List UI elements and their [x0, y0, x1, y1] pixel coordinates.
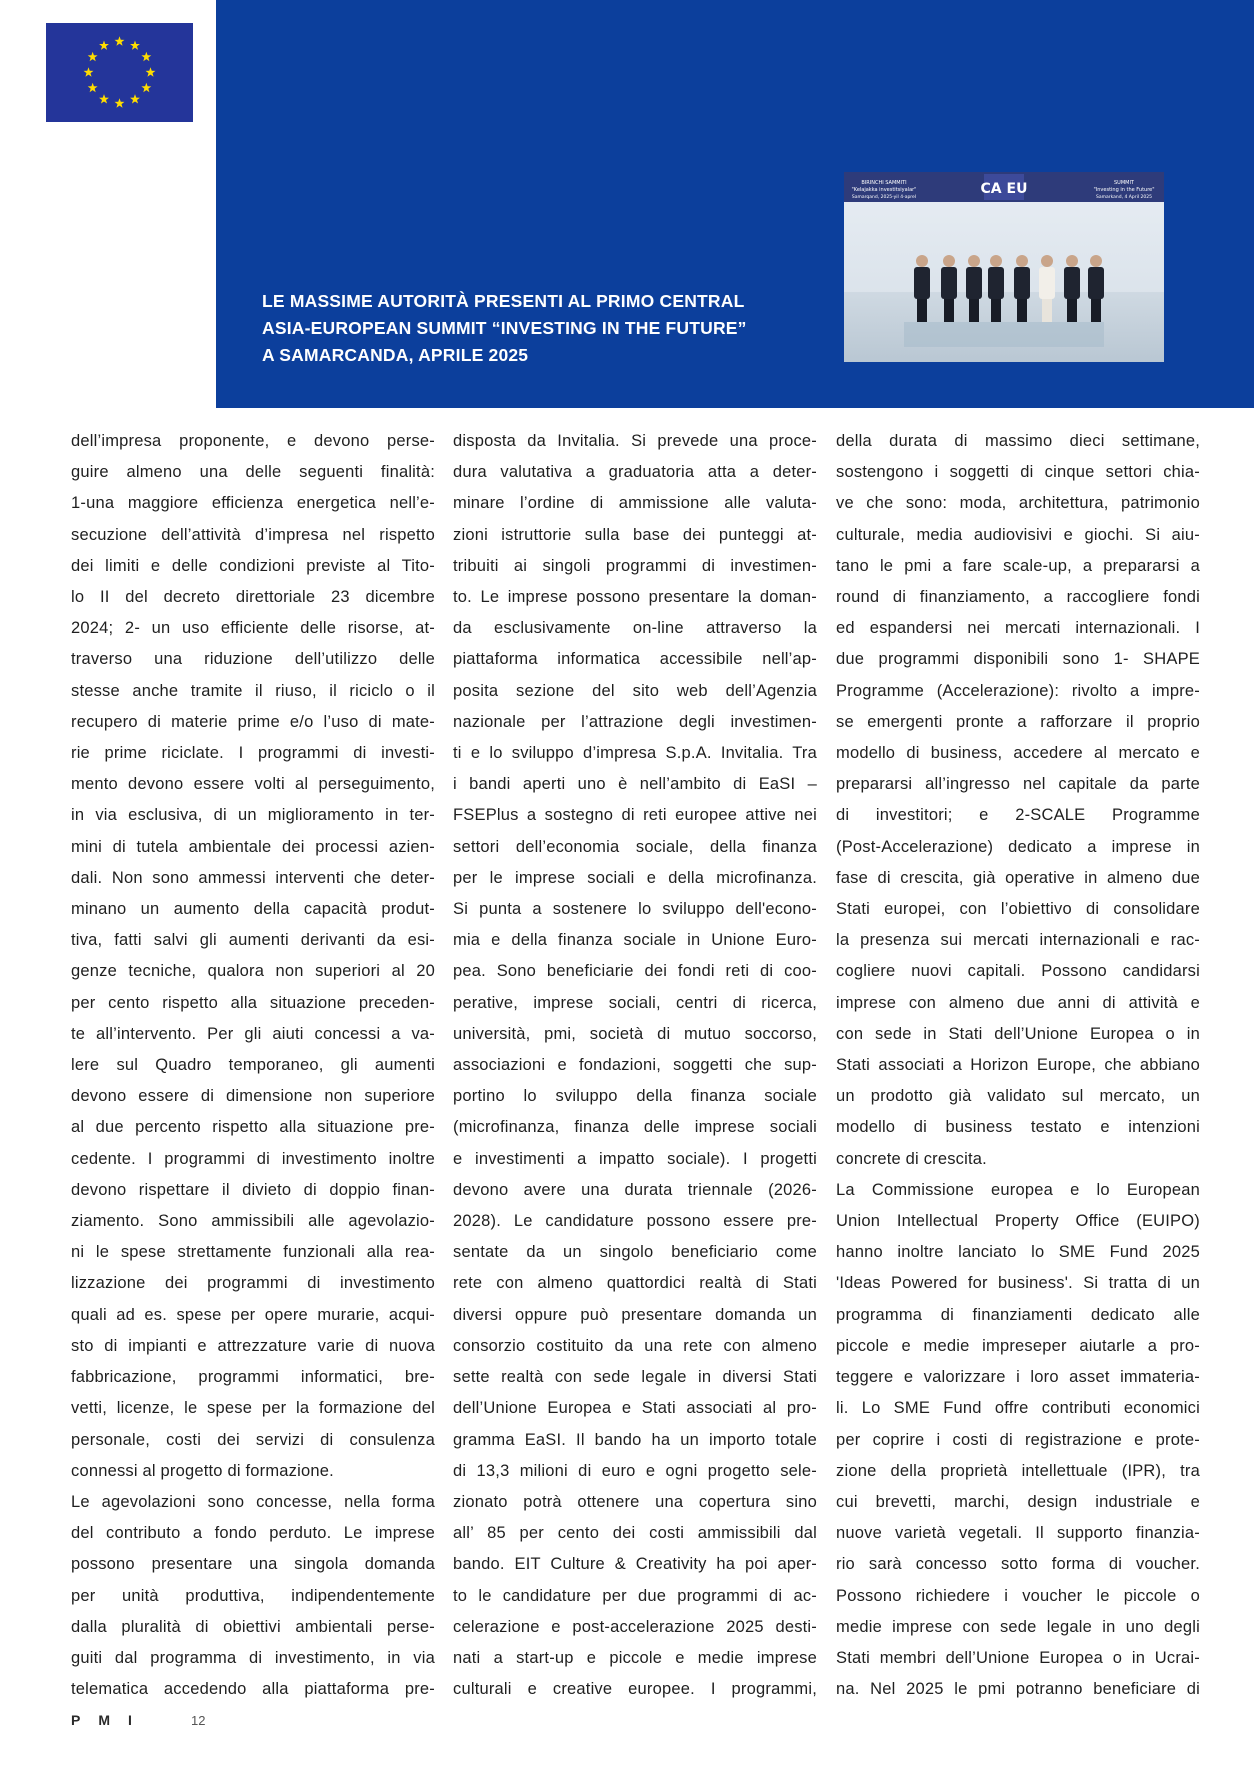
text-line: dei limiti e delle condizioni previste al Tito- — [71, 556, 435, 575]
text-line: Si punta a sostenere lo sviluppo dell'econo- — [453, 900, 817, 919]
person-head — [1016, 255, 1028, 267]
photo-caption — [262, 288, 822, 369]
text-line: dali. Non sono ammessi interventi che deter- — [71, 868, 435, 887]
person-legs — [1067, 299, 1077, 322]
text-line: ni le spese strettamente funzionali alla rea- — [71, 1243, 435, 1262]
text-line: 2024; 2- un uso efficiente delle risorse, at- — [71, 619, 435, 638]
text-line: zionato potrà ottenere una copertura sino — [453, 1492, 817, 1511]
text-line: lizzazione dei programmi di investimento — [71, 1274, 435, 1293]
text-line: sette realtà con sede legale in diversi Stati — [453, 1368, 817, 1387]
text-line: nati a start-up e piccole e medie imprese — [453, 1648, 817, 1667]
text-line: piattaforma informatica accessibile nell’ap- — [453, 650, 817, 669]
text-column-1 — [71, 426, 435, 1705]
caption-line: LE MASSIME AUTORITÀ PRESENTI AL PRIMO CENTRAL — [262, 291, 745, 311]
text-line: fase di crescita, già operative in almeno due — [836, 868, 1200, 887]
text-line: to le candidature per due programmi di ac- — [453, 1586, 817, 1605]
banner-right-text: SUMMIT — [1114, 180, 1134, 186]
person-legs — [969, 299, 979, 322]
text-line: da esclusivamente on-line attraverso la — [453, 619, 817, 638]
caption-line: ASIA-EUROPEAN SUMMIT “INVESTING IN THE FUTURE” — [262, 318, 747, 338]
person-head — [916, 255, 928, 267]
text-line: associazioni e fondazioni, soggetti che sup- — [453, 1056, 817, 1075]
text-line: tano le pmi a fare scale-up, a prepararsi a — [836, 556, 1200, 575]
text-line: possono presentare una singola domanda — [71, 1555, 435, 1574]
text-column-2 — [453, 426, 817, 1705]
text-line: stesse anche tramite il riuso, il riciclo o il — [71, 681, 435, 700]
text-line: dalla pluralità di obiettivi ambientali perse- — [71, 1617, 435, 1636]
text-line: cui brevetti, marchi, design industriale e — [836, 1492, 1200, 1511]
person-head — [990, 255, 1002, 267]
text-line: connessi al progetto di formazione. — [71, 1461, 334, 1480]
text-line: li. Lo SME Fund offre contributi economici — [836, 1399, 1200, 1418]
text-line: culturale, media audiovisivi e giochi. Si aiu- — [836, 525, 1200, 544]
footer-brand: PMI — [71, 1712, 150, 1728]
text-line: cedente. I programmi di investimento inoltre — [71, 1149, 435, 1168]
text-line: settori dell’economia sociale, della finanza — [453, 837, 817, 856]
text-line: imprese con almeno due anni di attività e — [836, 993, 1200, 1012]
text-line: per unità produttiva, indipendentemente — [71, 1586, 435, 1605]
banner-logo: CA EU — [980, 181, 1028, 197]
person-head — [1090, 255, 1102, 267]
text-line: del contributo a fondo perduto. Le imprese — [71, 1524, 435, 1543]
text-line: 'Ideas Powered for business'. Si tratta di un — [836, 1274, 1200, 1293]
text-line: devono rispettare il divieto di doppio finan- — [71, 1180, 435, 1199]
text-line: devono essere di dimensione non superiore — [71, 1087, 435, 1106]
text-line: pea. Sono beneficiarie dei fondi reti di coo- — [453, 962, 817, 981]
text-line: consorzio costituito da una rete con almeno — [453, 1336, 817, 1355]
text-line: piccole e medie impreseper aiutarle a pro- — [836, 1336, 1200, 1355]
person-legs — [1042, 299, 1052, 322]
banner-right-text: Samarkand, 4 April 2025 — [1096, 195, 1152, 200]
text-line: mia e della finanza sociale in Unione Euro- — [453, 931, 817, 950]
text-line: Possono richiedere i voucher le piccole o — [836, 1586, 1200, 1605]
text-line: un prodotto già validato sul mercato, un — [836, 1087, 1200, 1106]
text-line: modello di business, accedere al mercato e — [836, 744, 1200, 763]
text-line: ti e lo sviluppo d’impresa S.p.A. Invitalia. Tra — [453, 744, 817, 763]
person-legs — [944, 299, 954, 322]
text-line: ed espandersi nei mercati internazionali. I — [836, 619, 1200, 638]
text-line: concrete di crescita. — [836, 1149, 987, 1168]
text-line: culturali e creative europee. I programmi, — [453, 1680, 817, 1699]
text-line: in via esclusiva, di un miglioramento in ter- — [71, 806, 435, 825]
person-head — [1066, 255, 1078, 267]
text-line: per le imprese sociali e della microfinanza. — [453, 868, 817, 887]
text-line: (microfinanza, finanza delle imprese sociali — [453, 1118, 817, 1137]
person-legs — [991, 299, 1001, 322]
text-line: sto di impianti e attrezzature varie di nuova — [71, 1336, 435, 1355]
text-line: al due percento rispetto alla situazione pre- — [71, 1118, 435, 1137]
text-line: secuzione dell’attività d’impresa nel rispetto — [71, 525, 435, 544]
text-line: programma di finanziamenti dedicato alle — [836, 1305, 1200, 1324]
text-line: ve che sono: moda, architettura, patrimonio — [836, 494, 1200, 513]
text-line: personale, costi dei servizi di consulenza — [71, 1430, 435, 1449]
page-footer — [71, 1712, 206, 1728]
person-legs — [1017, 299, 1027, 322]
text-line: della durata di massimo dieci settimane, — [836, 432, 1200, 450]
text-line: cogliere nuovi capitali. Possono candidarsi — [836, 962, 1200, 981]
text-line: minano un aumento della capacità produt- — [71, 900, 435, 919]
text-line: traverso una riduzione dell’utilizzo delle — [71, 650, 435, 669]
text-line: guire almeno una delle seguenti finalità: — [71, 463, 435, 482]
text-line: sentate da un singolo beneficiario come — [453, 1243, 817, 1262]
text-line: bando. EIT Culture & Creativity ha poi aper- — [453, 1555, 817, 1574]
text-line: Programme (Accelerazione): rivolto a impre- — [836, 681, 1200, 700]
text-line: guiti dal programma di investimento, in via — [71, 1648, 435, 1667]
text-line: 1-una maggiore efficienza energetica nell’e- — [71, 494, 435, 513]
text-line: con sede in Stati dell’Unione Europea o in — [836, 1024, 1200, 1043]
summit-photo-svg — [844, 172, 1164, 362]
text-line: ziamento. Sono ammissibili alle agevolazio- — [71, 1212, 435, 1231]
text-line: Stati membri dell’Unione Europea o in Ucrai- — [836, 1648, 1200, 1667]
text-line: sostengono i soggetti di cinque settori chia- — [836, 463, 1200, 482]
text-line: lere sul Quadro temporaneo, gli aumenti — [71, 1056, 435, 1075]
text-line: te all’intervento. Per gli aiuti concessi a va- — [71, 1024, 435, 1043]
text-line: vetti, licenze, le spese per la formazione del — [71, 1399, 435, 1418]
text-line: dell’Unione Europea e Stati associati al pro- — [453, 1399, 817, 1418]
person-figure — [914, 267, 930, 299]
text-line: la presenza sui mercati internazionali e rac- — [836, 931, 1200, 950]
text-line: università, pmi, società di mutuo soccorso, — [453, 1024, 817, 1043]
person-head — [1041, 255, 1053, 267]
text-line: nazionale per l’attrazione degli investimen- — [453, 712, 817, 731]
person-figure — [966, 267, 982, 299]
person-figure — [1014, 267, 1030, 299]
text-line: Union Intellectual Property Office (EUIPO) — [836, 1212, 1200, 1231]
person-head — [943, 255, 955, 267]
person-figure — [941, 267, 957, 299]
text-line: portino lo sviluppo della finanza sociale — [453, 1087, 817, 1106]
text-line: di investitori; e 2-SCALE Programme — [836, 806, 1200, 825]
text-line: Le agevolazioni sono concesse, nella forma — [71, 1492, 435, 1511]
text-line: nuove varietà vegetali. Il supporto finanzia- — [836, 1524, 1200, 1543]
text-line: per cento rispetto alla situazione preceden- — [71, 993, 435, 1012]
text-column-3 — [836, 426, 1200, 1705]
caption-line: A SAMARCANDA, APRILE 2025 — [262, 345, 529, 365]
text-line: mini di tutela ambientale dei processi azien- — [71, 837, 435, 856]
text-line: dura valutativa a graduatoria atta a deter- — [453, 463, 817, 482]
person-figure — [1039, 267, 1055, 299]
text-line: prepararsi all’ingresso nel capitale da parte — [836, 775, 1200, 794]
text-line: lo II del decreto direttoriale 23 dicembre — [71, 588, 435, 607]
text-line: 2028). Le candidature possono essere pre- — [453, 1212, 817, 1231]
text-line: La Commissione europea e lo European — [836, 1180, 1200, 1199]
person-figure — [1064, 267, 1080, 299]
article-body — [0, 426, 1254, 1716]
eu-flag-icon — [46, 23, 193, 122]
person-legs — [1091, 299, 1101, 322]
text-line: Stati europei, con l’obiettivo di consolidare — [836, 900, 1200, 919]
person-figure — [988, 267, 1004, 299]
text-line: round di finanziamento, a raccogliere fondi — [836, 588, 1200, 607]
text-line: posita sezione del sito web dell’Agenzia — [453, 681, 817, 700]
page-number: 12 — [191, 1713, 206, 1728]
text-line: medie imprese con sede legale in uno degli — [836, 1617, 1200, 1636]
person-figure — [1088, 267, 1104, 299]
text-line: tiva, fatti salvi gli aumenti derivanti da esi- — [71, 931, 435, 950]
text-line: quali ad es. spese per opere murarie, acqui- — [71, 1305, 435, 1324]
text-line: e investimenti a impatto sociale). I progetti — [453, 1149, 817, 1168]
text-line: zione della proprietà intellettuale (IPR), tra — [836, 1461, 1200, 1480]
text-line: perative, imprese sociali, centri di ricerca, — [453, 993, 817, 1012]
text-line: recupero di materie prime e/o l’uso di mate- — [71, 712, 435, 731]
text-line: teggere e valorizzare i loro asset immateria- — [836, 1368, 1200, 1387]
text-line: per coprire i costi di registrazione e prote- — [836, 1430, 1200, 1449]
text-line: modello di business testato e intenzioni — [836, 1118, 1200, 1137]
text-line: minare l’ordine di ammissione alle valuta- — [453, 494, 817, 513]
text-line: dell’impresa proponente, e devono perse- — [71, 432, 435, 450]
text-line: zioni istruttorie sulla base dei punteggi at- — [453, 525, 817, 544]
text-line: rie prime riciclate. I programmi di investi- — [71, 744, 435, 763]
text-line: all’ 85 per cento dei costi ammissibili dal — [453, 1524, 817, 1543]
text-line: diversi oppure può presentare domanda un — [453, 1305, 817, 1324]
text-line: se emergenti pronte a rafforzare il proprio — [836, 712, 1200, 731]
banner-left-text: "Kelajakka investitsiyalar" — [851, 187, 917, 193]
text-line: hanno inoltre lanciato lo SME Fund 2025 — [836, 1243, 1200, 1262]
text-line: gramma EaSI. Il bando ha un importo totale — [453, 1430, 817, 1449]
eu-flag-svg — [46, 23, 193, 122]
text-line: rete con almeno quattordici realtà di Stati — [453, 1274, 817, 1293]
text-line: fabbricazione, programmi informatici, bre- — [71, 1368, 435, 1387]
text-line: i bandi aperti uno è nell’ambito di EaSI – — [453, 775, 817, 794]
text-line: to. Le imprese possono presentare la doman- — [453, 588, 817, 607]
text-line: na. Nel 2025 le pmi potranno beneficiare di — [836, 1680, 1200, 1699]
text-line: FSEPlus a sostegno di reti europee attive nei — [453, 806, 817, 825]
text-line: Stati associati a Horizon Europe, che abbiano — [836, 1056, 1200, 1075]
text-line: tribuiti ai singoli programmi di investimen- — [453, 556, 817, 575]
text-line: (Post-Accelerazione) dedicato a imprese in — [836, 837, 1200, 856]
text-line: di 13,3 milioni di euro e ogni progetto sele- — [453, 1461, 817, 1480]
text-line: due programmi disponibili sono 1- SHAPE — [836, 650, 1200, 669]
text-line: mento devono essere volti al perseguimento, — [71, 775, 435, 794]
banner-left-text: BIRINCHI SAMMITI — [861, 180, 907, 186]
banner-right-text: "Investing in the Future" — [1093, 187, 1155, 193]
text-line: genze tecniche, qualora non superiori al 20 — [71, 962, 435, 981]
text-line: devono avere una durata triennale (2026- — [453, 1180, 817, 1199]
person-legs — [917, 299, 927, 322]
text-line: rio sarà concesso sotto forma di voucher. — [836, 1555, 1200, 1574]
person-head — [968, 255, 980, 267]
summit-photo — [844, 172, 1164, 362]
text-line: celerazione e post-accelerazione 2025 desti- — [453, 1617, 817, 1636]
banner-left-text: Samarqand, 2025-yil 4-aprel — [851, 195, 917, 200]
text-line: disposta da Invitalia. Si prevede una proce- — [453, 432, 817, 450]
text-line: telematica accedendo alla piattaforma pre- — [71, 1680, 435, 1699]
